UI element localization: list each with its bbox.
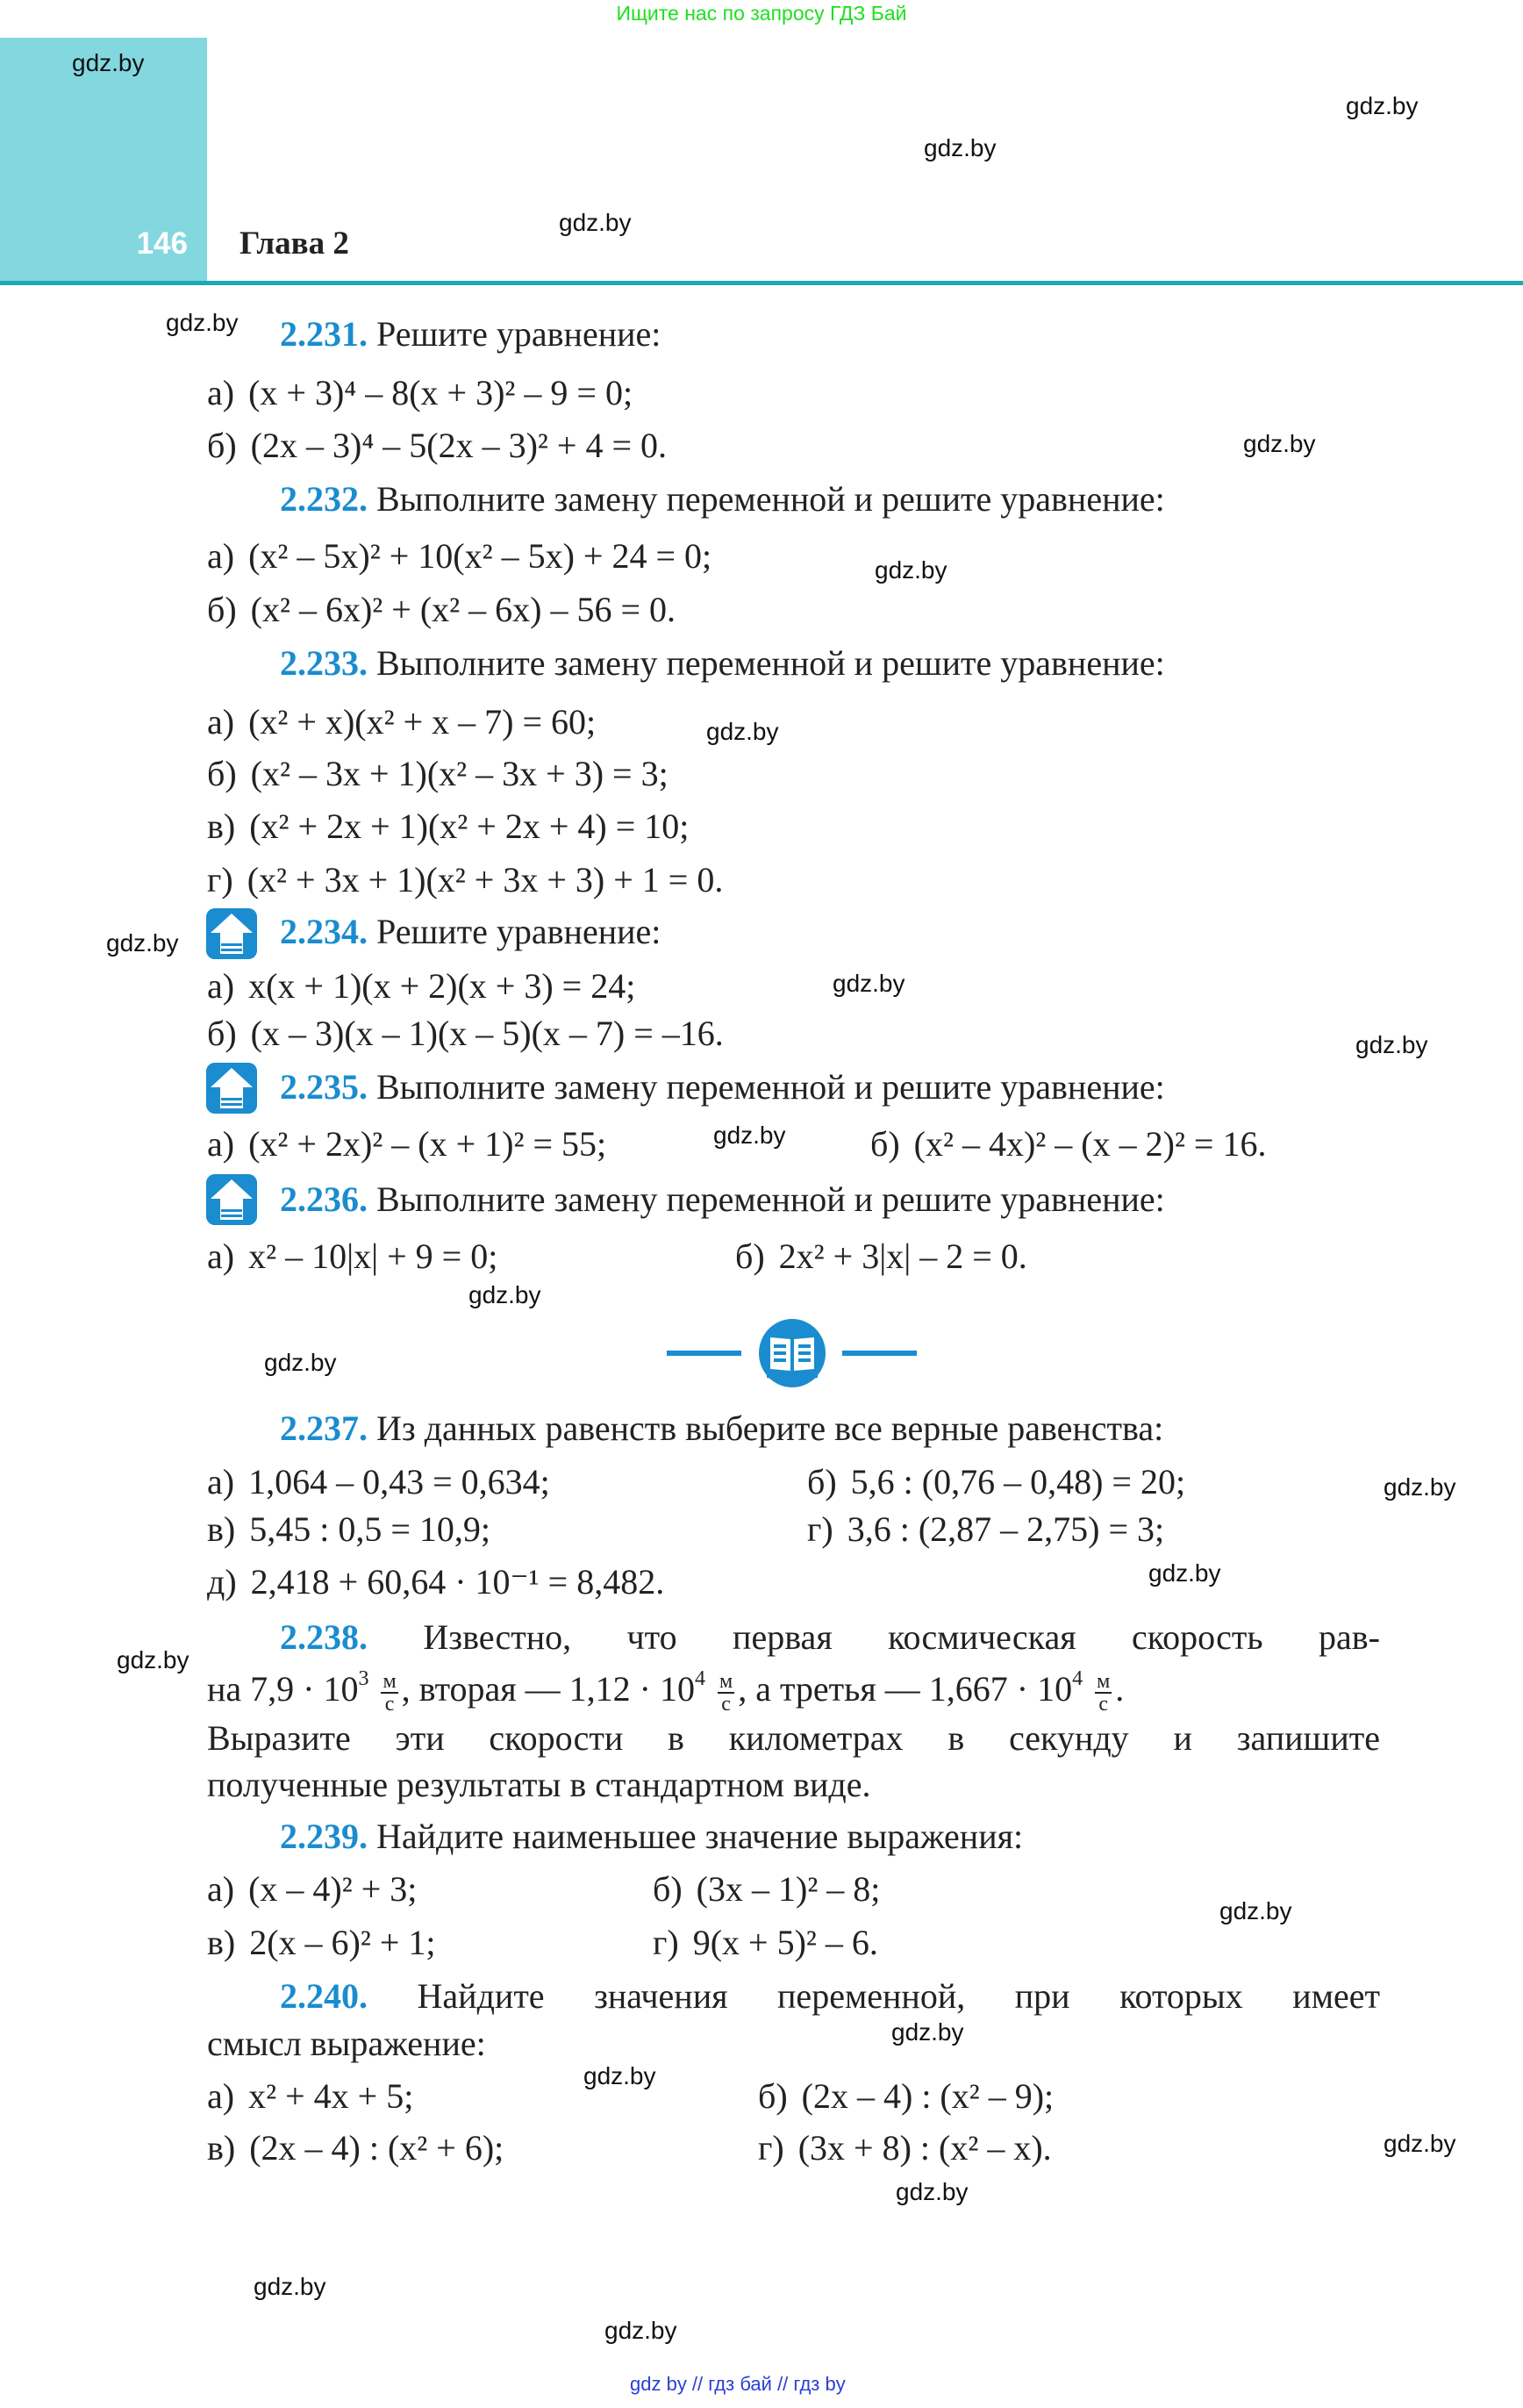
task-item: в) 2(x – 6)² + 1; [207, 1923, 436, 1962]
open-book-icon [758, 1318, 826, 1393]
watermark: gdz.by [924, 134, 997, 161]
watermark: gdz.by [1355, 1031, 1428, 1058]
task-item: г) (x² + 3x + 1)(x² + 3x + 3) + 1 = 0. [207, 860, 724, 899]
watermark: gdz.by [264, 1349, 337, 1376]
task-item: б) (x² – 4x)² – (x – 2)² = 16. [870, 1124, 1267, 1164]
task-item: г) 9(x + 5)² – 6. [653, 1923, 878, 1962]
watermark: gdz.by [875, 556, 947, 584]
watermark: gdz.by [713, 1122, 786, 1149]
task-item: в) (x² + 2x + 1)(x² + 2x + 4) = 10; [207, 806, 690, 846]
task-2-238-heading: 2.238. Известно, что первая космическая скорость рав- [280, 1617, 1381, 1657]
task-item: а) (x² – 5x)² + 10(x² – 5x) + 24 = 0; [207, 536, 712, 576]
task-item: б) (x² – 3x + 1)(x² – 3x + 3) = 3; [207, 754, 669, 793]
level-up-icon [206, 1174, 257, 1225]
task-item: в) 5,45 : 0,5 = 10,9; [207, 1509, 491, 1549]
watermark: gdz.by [706, 718, 779, 745]
task-2-233-heading: 2.233. Выполните замену переменной и решите уравнение: [280, 643, 1165, 683]
level-up-icon [206, 908, 257, 959]
task-item: б) (x² – 6x)² + (x² – 6x) – 56 = 0. [207, 590, 676, 629]
footer-links[interactable]: gdz by // гдз бай // гдз by [630, 2373, 846, 2395]
task-2-236-heading: 2.236. Выполните замену переменной и решите уравнение: [280, 1179, 1165, 1219]
task-number: 2.231. [280, 314, 368, 354]
task-2-231-heading [280, 313, 661, 355]
task-item: б) (2x – 3)⁴ – 5(2x – 3)² + 4 = 0. [207, 426, 668, 465]
task-prompt: Решите уравнение: [376, 314, 661, 354]
divider-line-left [667, 1351, 741, 1356]
watermark: gdz.by [468, 1281, 541, 1308]
task-item: а) (x – 4)² + 3; [207, 1869, 418, 1909]
task-2-239-heading: 2.239. Найдите наименьшее значение выражения: [280, 1817, 1024, 1856]
task-item: б) 2x² + 3|x| – 2 = 0. [735, 1236, 1027, 1276]
task-2-238-speeds: на $7,9 \cdot 10^3$ $\frac{м}{с}$ , вторая — $1,12 \cdot 10^4$ $\frac{м}{с}$ , а третья — $1,667 \cdot 10^4$ $\frac{м}{с}$ . [207, 1667, 1125, 1716]
task-item: б) 5,6 : (0,76 – 0,48) = 20; [807, 1462, 1186, 1501]
task-2-234-heading: 2.234. Решите уравнение: [280, 912, 661, 951]
unit-fraction: $\frac{м}{с}$ [719, 1669, 733, 1716]
task-2-240-heading-cont: смысл выражение: [207, 2024, 486, 2063]
task-2-237-heading: 2.237. Из данных равенств выберите все верные равенства: [280, 1408, 1164, 1448]
task-item: б) (3x – 1)² – 8; [653, 1869, 881, 1909]
watermark: gdz.by [1243, 430, 1316, 457]
task-item: а) x² + 4x + 5; [207, 2076, 414, 2116]
task-item: а) (x² + x)(x² + x – 7) = 60; [207, 702, 597, 742]
watermark: gdz.by [72, 49, 145, 76]
unit-fraction: $\frac{м}{с}$ [1097, 1669, 1111, 1716]
task-item: а) x² – 10|x| + 9 = 0; [207, 1236, 498, 1276]
task-item: а) (x + 3)⁴ – 8(x + 3)² – 9 = 0; [207, 373, 633, 412]
watermark: gdz.by [891, 2018, 964, 2046]
watermark: gdz.by [833, 970, 905, 997]
task-item: в) (2x – 4) : (x² + 6); [207, 2128, 504, 2168]
task-2-238-line3: Выразите эти скорости в километрах в секунду и запишите [207, 1718, 1380, 1758]
task-item: д) 2,418 + 60,64 · 10⁻¹ = 8,482. [207, 1562, 665, 1602]
divider-line-right [842, 1351, 917, 1356]
watermark: gdz.by [1148, 1559, 1221, 1587]
task-2-235-heading: 2.235. Выполните замену переменной и решите уравнение: [280, 1067, 1165, 1107]
watermark: gdz.by [1384, 2130, 1456, 2157]
task-2-238-line4: полученные результаты в стандартном виде. [207, 1765, 871, 1804]
watermark: gdz.by [166, 309, 239, 336]
chapter-title: Глава 2 [240, 226, 349, 262]
watermark: gdz.by [1346, 92, 1419, 119]
task-item: б) (x – 3)(x – 1)(x – 5)(x – 7) = –16. [207, 1014, 724, 1053]
search-banner: Ищите нас по запросу ГДЗ Бай [616, 2, 907, 25]
watermark: gdz.by [1384, 1473, 1456, 1501]
task-item: б) (2x – 4) : (x² – 9); [758, 2076, 1055, 2116]
task-item: а) x(x + 1)(x + 2)(x + 3) = 24; [207, 966, 636, 1006]
header-rule [0, 281, 1523, 285]
task-item: а) (x² + 2x)² – (x + 1)² = 55; [207, 1124, 607, 1164]
level-up-icon [206, 1063, 257, 1114]
watermark: gdz.by [254, 2273, 326, 2300]
task-item: г) (3x + 8) : (x² – x). [758, 2128, 1052, 2168]
watermark: gdz.by [896, 2178, 969, 2205]
watermark: gdz.by [106, 929, 179, 957]
task-2-232-heading: 2.232. Выполните замену переменной и решите уравнение: [280, 479, 1165, 519]
watermark: gdz.by [117, 1646, 189, 1673]
task-2-240-heading: 2.240. Найдите значения переменной, при которых имеет [280, 1976, 1380, 2016]
watermark: gdz.by [559, 209, 632, 236]
task-item: г) 3,6 : (2,87 – 2,75) = 3; [807, 1509, 1165, 1549]
watermark: gdz.by [1219, 1897, 1292, 1924]
unit-fraction: $\frac{м}{с}$ [383, 1669, 397, 1716]
task-item: а) 1,064 – 0,43 = 0,634; [207, 1462, 550, 1501]
watermark: gdz.by [583, 2062, 656, 2089]
watermark: gdz.by [604, 2317, 677, 2344]
page-number: 146 [136, 226, 188, 261]
